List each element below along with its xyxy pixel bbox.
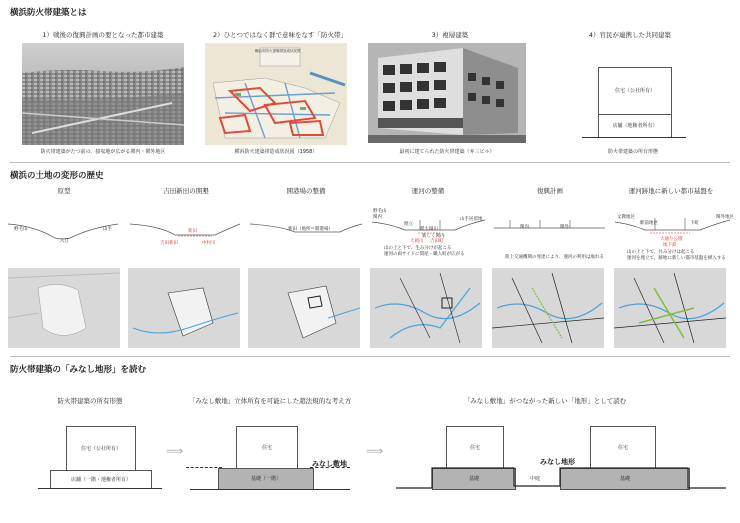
stage-heading-6: 運河跡地に新しい都市基盤を (628, 187, 714, 195)
aerial-photo (22, 43, 184, 145)
s1-heading-3: 3）複層建築 (431, 31, 469, 39)
map-inner-title: 横浜市防火建築帯造成状況図 (255, 49, 301, 53)
s2-label-umetate: 埋立 (404, 222, 413, 227)
p3-terrain-line (396, 462, 736, 490)
section3-title: 防火帯建築の「みなし地形」を読む (10, 365, 147, 375)
p3-base-left-label: 基礎 (468, 476, 479, 482)
s3-heading-3: 「みなし敷地」がつながった新しい「地形」として読む (463, 397, 627, 405)
p2-ground (190, 489, 350, 490)
s2-label-kangai: 関外 (560, 225, 569, 230)
p2-minashi-label: みなし敷地 (312, 460, 347, 468)
s1-caption-1: 防火帯建築がたつ前の、接収地が広がる関内・関外地区 (40, 149, 166, 155)
p3-base-right-label: 基礎 (619, 476, 630, 482)
ownership-lower-label: 店舗（地権者所有） (612, 123, 658, 129)
p3-house-right-label: 住宅 (617, 445, 628, 451)
s2-label-kannai: 関内 (373, 215, 382, 220)
s1-heading-2: 2）ひとつではなく群で意味をなす「防火帯」 (212, 31, 347, 39)
arrow-1: ⟹ (166, 444, 184, 458)
s1-caption-3: 最初に建てられた防火帯建築（弁三ビル） (399, 149, 495, 155)
p3-house-left-label: 住宅 (469, 445, 480, 451)
ownership-lower-box (598, 114, 672, 138)
s3-heading-2: 「みなし敷地」立体所有を可能にした超法規的な考え方 (188, 397, 352, 405)
s2-label-irie: 入江 (60, 239, 69, 244)
s1-caption-4: 防火帯建築の所有形態 (607, 149, 658, 155)
s2-note-new-base: 山の上と下で、住み分けは起こる 運河を埋立て、跡地に新しい都市基盤を挿入する (627, 250, 726, 261)
section1-title: 横浜防火帯建築とは (10, 8, 87, 18)
s2-label-chikatetsu: 地下鉄 (663, 243, 677, 248)
s2-label-kaikouba: 新田（地所＝開港場） (288, 227, 333, 232)
s2-label-kangai-chiku: 関外地区 (716, 215, 734, 220)
p2-base-box (218, 468, 314, 490)
divider-1 (10, 162, 730, 163)
map-stage-1 (8, 268, 120, 348)
ownership-upper-box (598, 67, 672, 114)
p1-lower-label: 店舗（一階・地権者所有） (70, 477, 131, 483)
s2-label-yoshida: 吉田新田 (160, 241, 178, 246)
p1-upper-box (66, 426, 136, 471)
stage-heading-5: 復興計画 (537, 187, 563, 195)
s3-heading-1: 防火帯建築の所有形態 (57, 397, 123, 405)
building-photo (368, 43, 526, 143)
p1-ground (38, 488, 162, 489)
p2-house-box (236, 426, 298, 469)
s2-label-shinden: 新田 (188, 229, 197, 234)
s2-note-reconstruction: 陸上交通機関の発達により、運河の利用は廃れる (505, 255, 604, 260)
stage-heading-4: 運河の整備 (411, 187, 445, 195)
s2-label-ooka-ha: 派大岡川 (420, 227, 438, 232)
s2-label-bunkyo: 文教地区 (617, 215, 635, 220)
s2-label-kannai-2: 関内 (520, 225, 529, 230)
map-stage-4 (370, 268, 482, 348)
p2-base-label: 基礎（一階） (250, 476, 281, 482)
s2-label-oodori: 大通り公園 (660, 237, 683, 242)
s2-label-nakamura: 中村川 (202, 241, 216, 246)
s2-note-canal: 山の上と下で、生み分けが起こる 運河の両サイドに問屋・職人町が広がる (384, 246, 465, 257)
s2-label-ookagawa: 大岡川 (410, 239, 424, 244)
section2-title: 横浜の土地の変形の歴史 (10, 171, 104, 181)
s2-label-ekimae: 駅前地区 (640, 221, 658, 226)
stage-heading-3: 開港場の整備 (286, 187, 326, 195)
map-stage-5 (492, 268, 604, 348)
p1-lower-box (50, 470, 152, 489)
p1-upper-label: 住宅（公社所有） (80, 446, 121, 452)
ownership-ground-line (582, 137, 686, 138)
stage-heading-2: 吉田新田の開墾 (163, 187, 209, 195)
s1-heading-1: 1）戦後の復興計画の要となった都市建築 (42, 31, 164, 39)
p3-court-label: 中庭 (530, 476, 541, 482)
s1-caption-2: 横浜防火建築帯造成状況図（1958） (234, 149, 318, 155)
s2-label-shitamachi: 下町 (690, 221, 699, 226)
s2-label-nogeyama: 野毛山 (14, 227, 28, 232)
map-stage-3 (248, 268, 360, 348)
s2-label-yoshidamachi: 吉田町 (430, 239, 444, 244)
s2-label-nogeyama-2: 野毛山 (373, 209, 387, 214)
p2-dash-left (186, 467, 222, 468)
s2-label-atarashiku: 新しく関内 (422, 234, 445, 239)
s1-heading-4: 4）官民が連携した共同建築 (588, 31, 672, 39)
p3-minashi-chikei-label: みなし地形 (540, 458, 575, 466)
map-stage-2 (128, 268, 240, 348)
s2-label-yamate: 山手 (103, 227, 112, 232)
fireproof-map (205, 43, 347, 145)
divider-2 (10, 356, 730, 357)
ownership-upper-label: 住宅（公社所有） (614, 88, 655, 94)
s2-label-kyoryuchi: 山手居留地 (460, 217, 483, 222)
p2-house-label: 住宅 (261, 445, 272, 451)
map-stage-6 (614, 268, 726, 348)
stage-heading-1: 原型 (57, 187, 71, 195)
arrow-2: ⟹ (366, 444, 384, 458)
